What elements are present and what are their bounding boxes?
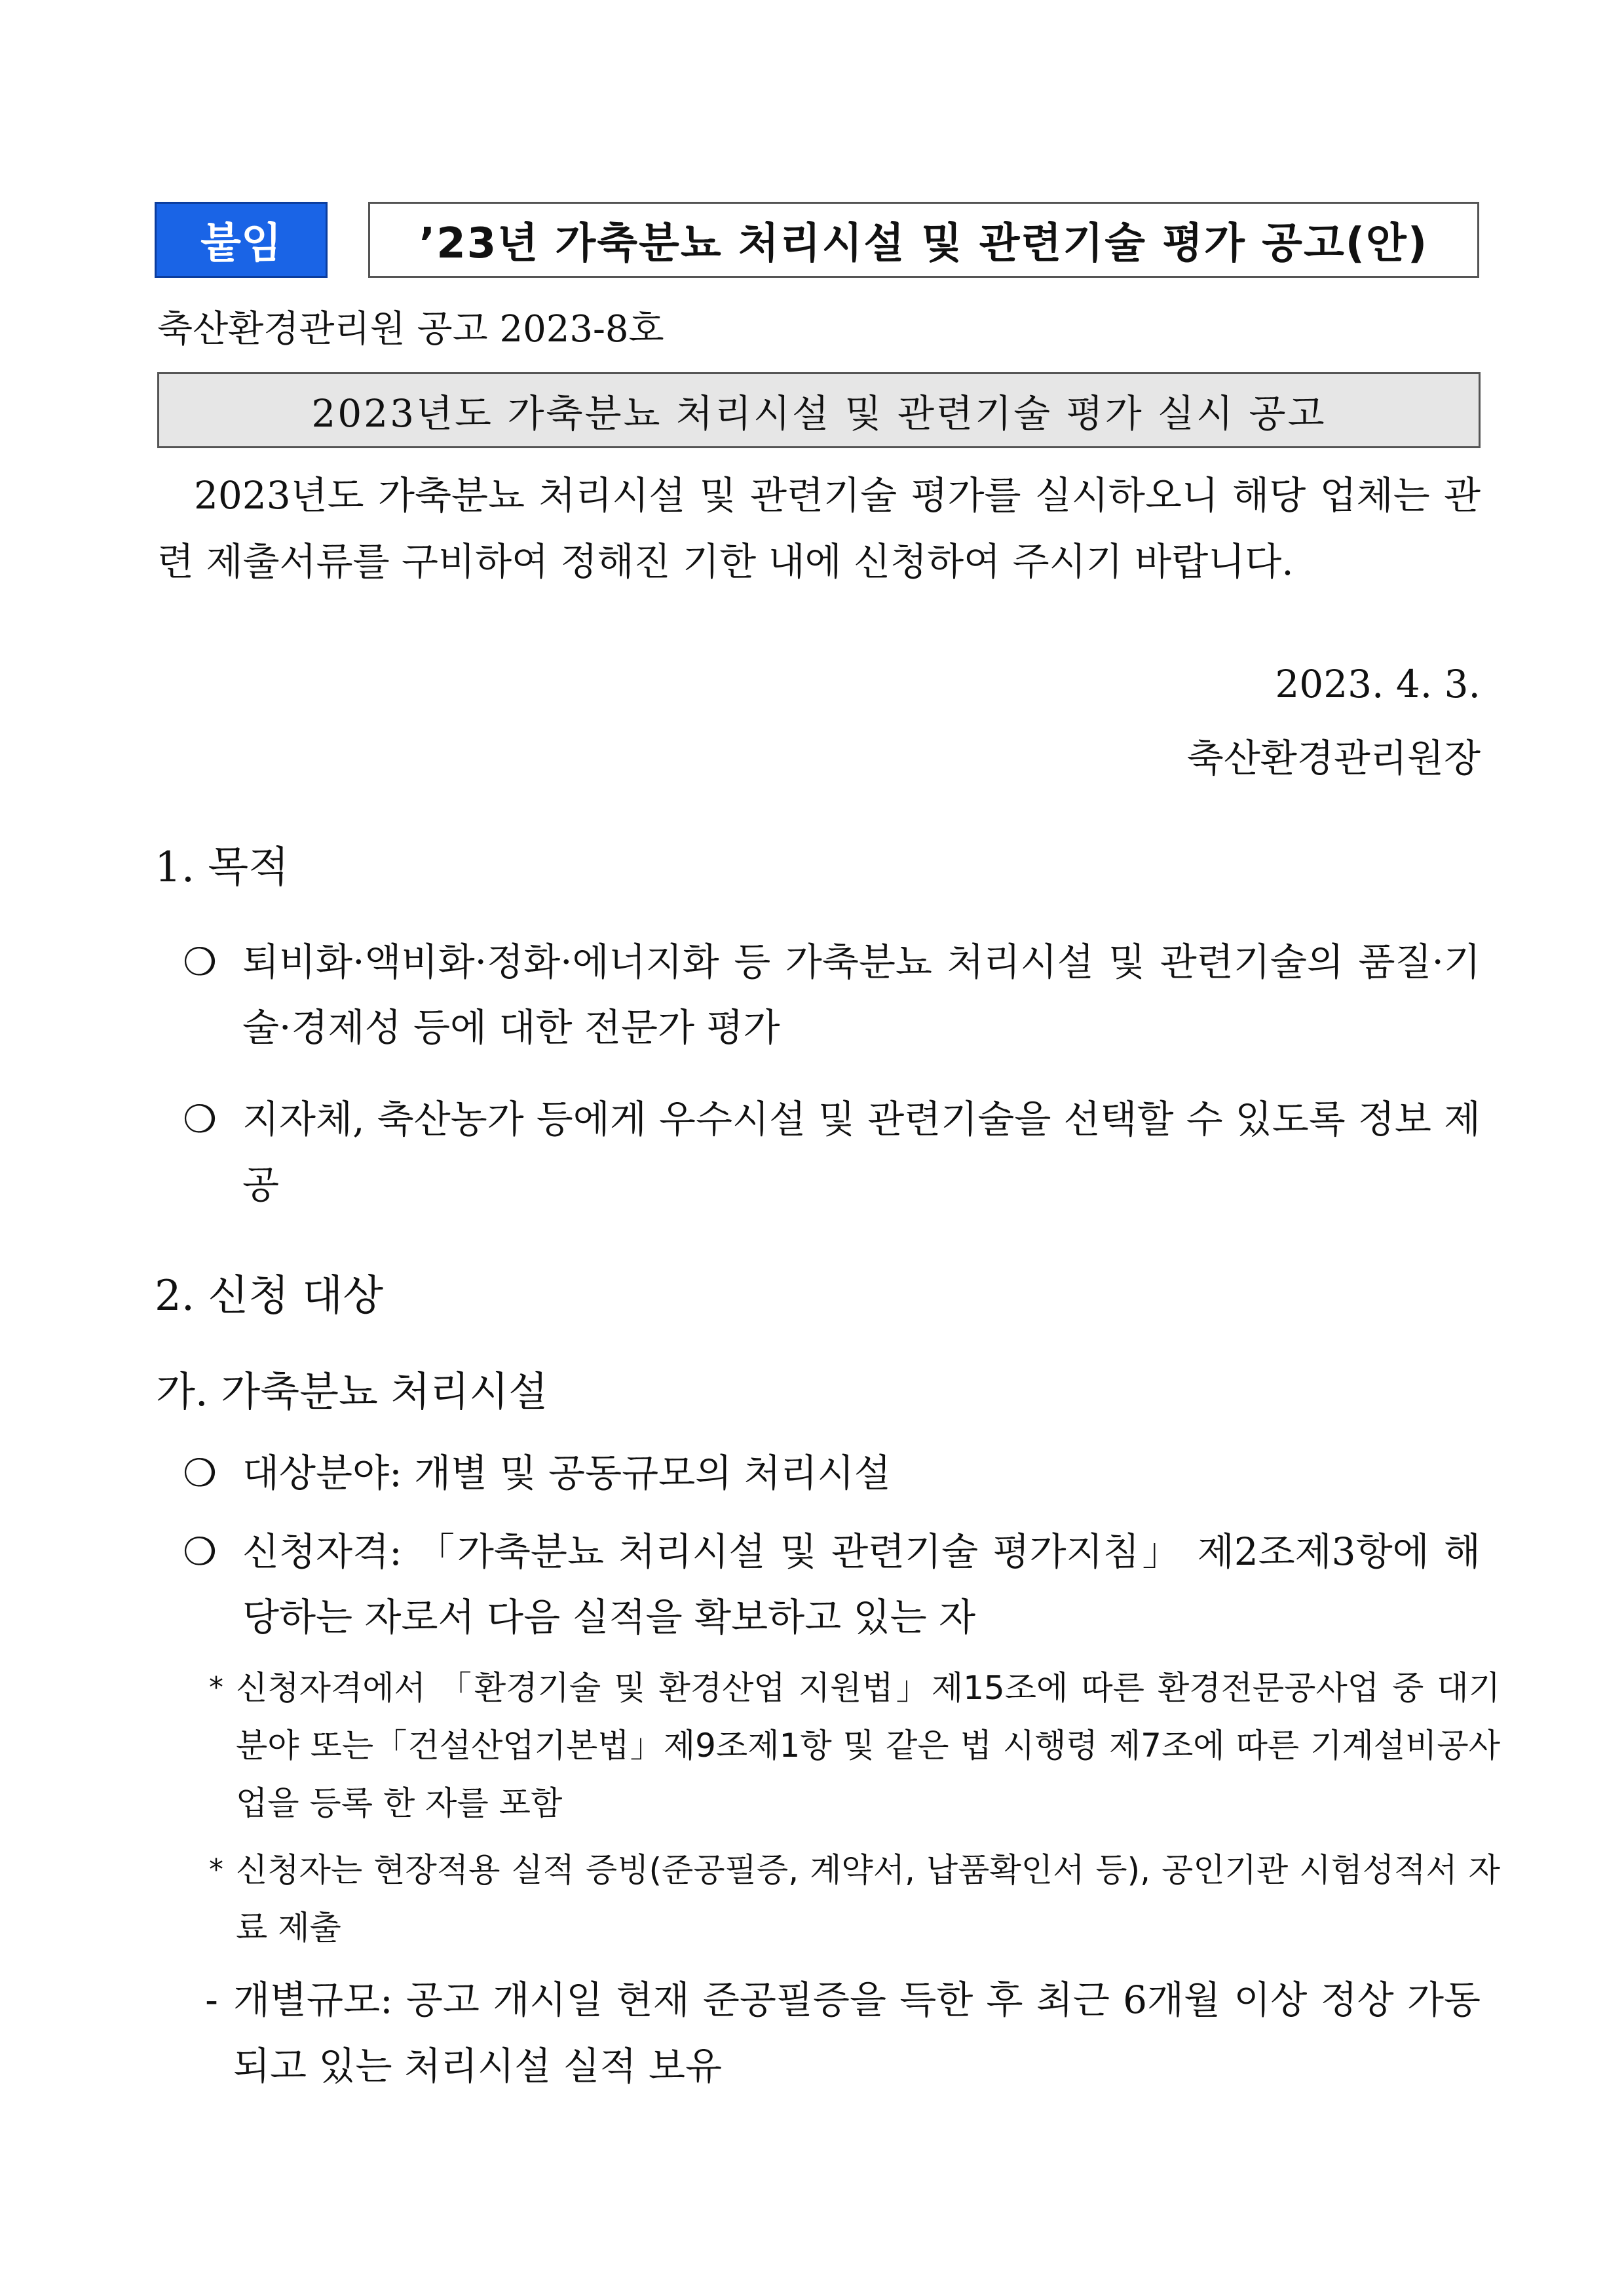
circle-bullet-icon: ❍ [183,940,217,984]
bullet-text: 퇴비화·액비화·정화·에너지화 등 가축분뇨 처리시설 및 관련기술의 품질·기술·경제성 등에 대한 전문가 평가 [242,940,1481,1050]
signer: 축산환경관리원장 [1186,736,1481,780]
note-item [197,1841,1500,1957]
asterisk-icon: * [209,1671,223,1704]
bullet-text: 신청자격: 「가축분뇨 처리시설 및 관련기술 평가지침」 제2조제3항에 해당하는 자로서 다음 실적을 확보하고 있는 자 [242,1529,1481,1639]
section-1-title: 1. 목적 [155,843,290,892]
bullet-text: 대상분야: 개별 및 공동규모의 처리시설 [242,1451,891,1495]
section-2-title: 2. 신청 대상 [155,1272,384,1320]
dash-bullet-icon: - [205,1978,218,2022]
note-item [197,1659,1500,1832]
notice-date: 2023. 4. 3. [1275,662,1481,706]
section-2-bullet [157,1519,1481,1650]
circle-bullet-icon: ❍ [183,1451,217,1495]
dash-item [190,1967,1481,2099]
circle-bullet-icon: ❍ [183,1529,217,1574]
document-title: ’23년 가축분뇨 처리시설 및 관련기술 평가 공고(안) [368,202,1479,278]
note-text: 신청자격에서 「환경기술 및 환경산업 지원법」제15조에 따른 환경전문공사업 중 대기분야 또는「건설산업기본법」제9조제1항 및 같은 법 시행령 제7조에 따른 기계설비공사업을 등록 한 자를 포함 [236,1669,1500,1822]
attachment-badge: 붙임 [155,202,328,278]
section-2-bullet [157,1440,1481,1506]
subsection-title: 가. 가축분뇨 처리시설 [156,1368,548,1415]
section-1-bullet [157,929,1481,1060]
intro-paragraph: 2023년도 가축분뇨 처리시설 및 관련기술 평가를 실시하오니 해당 업체는 관련 제출서류를 구비하여 정해진 기한 내에 신청하여 주시기 바랍니다. [157,473,1481,584]
dash-item-text: 개별규모: 공고 개시일 현재 준공필증을 득한 후 최근 6개월 이상 정상 가동되고 있는 처리시설 실적 보유 [233,1978,1481,2088]
asterisk-icon: * [209,1853,223,1886]
section-1-bullet [157,1086,1481,1217]
note-text: 신청자는 현장적용 실적 증빙(준공필증, 계약서, 납품확인서 등), 공인기관 시험성적서 자료 제출 [236,1851,1500,1947]
notice-number: 축산환경관리원 공고 2023-8호 [157,308,664,351]
circle-bullet-icon: ❍ [183,1097,217,1141]
notice-header: 2023년도 가축분뇨 처리시설 및 관련기술 평가 실시 공고 [157,372,1481,448]
bullet-text: 지자체, 축산농가 등에게 우수시설 및 관련기술을 선택할 수 있도록 정보 제공 [242,1097,1481,1207]
